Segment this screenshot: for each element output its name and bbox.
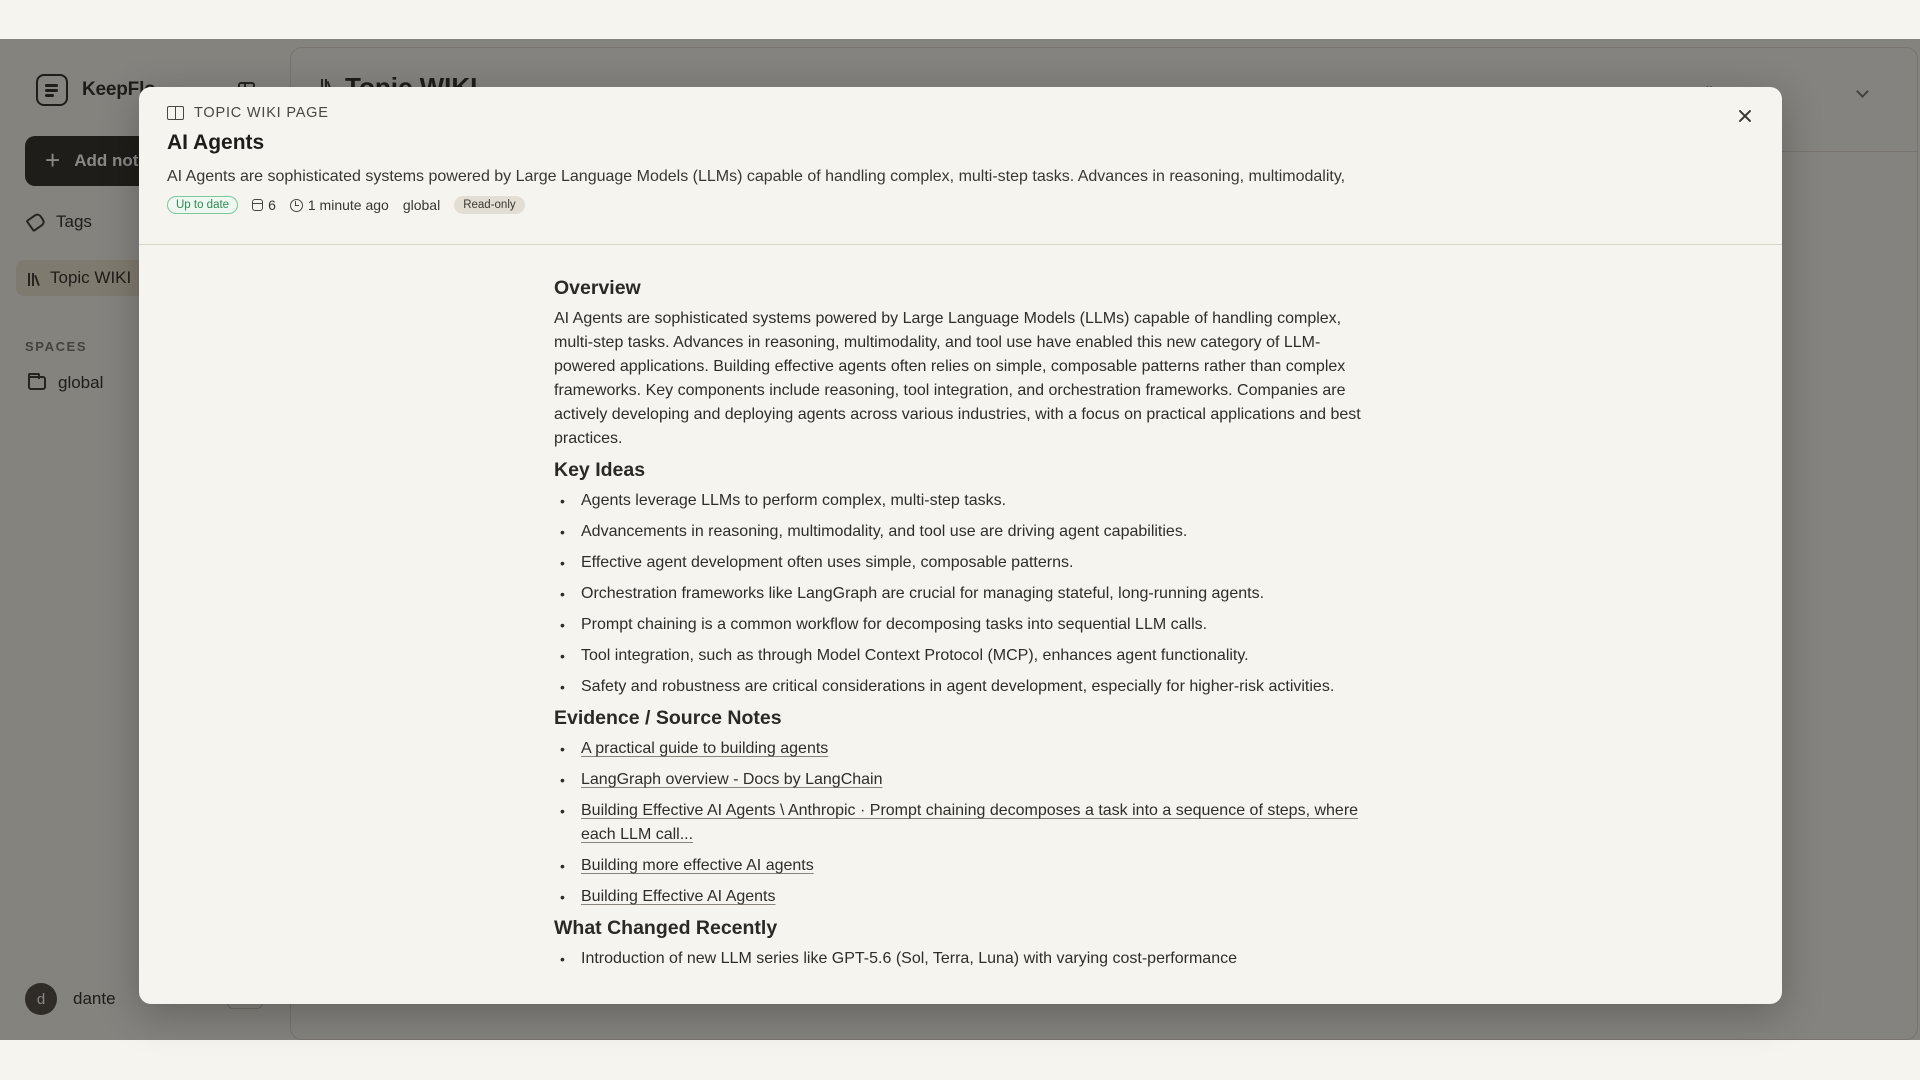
updated-time [290, 197, 389, 213]
evidence-list [554, 737, 1374, 909]
list-item: • Orchestration frameworks like LangGraph are crucial for managing stateful, long-running agents. [554, 582, 1374, 606]
updated-time-value: 1 minute ago [307, 197, 389, 213]
list-item: • Introduction of new LLM series like GPT-5.6 (Sol, Terra, Luna) with varying cost-performance [554, 947, 1374, 971]
clock-icon [290, 199, 303, 212]
list-item: • Advancements in reasoning, multimodality, and tool use are driving agent capabilities. [554, 520, 1374, 544]
modal-summary: AI Agents are sophisticated systems powered by Large Language Models (LLMs) capable of handling complex, multi-step tasks. Advances in reasoning, multimodality, [167, 168, 1346, 185]
section-heading-key-ideas: Key Ideas [554, 459, 646, 481]
source-count [252, 197, 276, 213]
recent-changes-list [554, 947, 1374, 971]
database-icon [252, 199, 263, 211]
key-ideas-list [554, 489, 1374, 699]
space-label: global [402, 197, 441, 213]
modal-title: AI Agents [167, 131, 265, 154]
source-count-value: 6 [268, 197, 276, 213]
source-link[interactable]: Building Effective AI Agents \ Anthropic · Prompt chaining decomposes a task into a sequence of steps, where each LLM call... [581, 802, 1359, 843]
section-heading-overview: Overview [554, 277, 641, 299]
eyebrow-label: TOPIC WIKI PAGE [194, 105, 329, 121]
section-heading-recent: What Changed Recently [554, 917, 778, 939]
list-item: • Safety and robustness are critical considerations in agent development, especially for higher-risk activities. [554, 675, 1374, 699]
list-item [554, 854, 1374, 878]
wiki-content [554, 273, 1374, 979]
source-link[interactable]: Building Effective AI Agents [581, 888, 776, 905]
source-link[interactable]: Building more effective AI agents [581, 857, 814, 874]
read-only-badge: Read-only [454, 196, 524, 214]
topic-wiki-modal [139, 87, 1782, 1004]
list-item: • Effective agent development often uses simple, composable patterns. [554, 551, 1374, 575]
close-button[interactable] [1734, 105, 1756, 127]
section-heading-evidence: Evidence / Source Notes [554, 707, 782, 729]
modal-eyebrow [167, 105, 1754, 121]
list-item: • Prompt chaining is a common workflow for decomposing tasks into sequential LLM calls. [554, 613, 1374, 637]
list-item [554, 799, 1374, 847]
list-item: • Agents leverage LLMs to perform complex, multi-step tasks. [554, 489, 1374, 513]
list-item [554, 768, 1374, 792]
list-item [554, 737, 1374, 761]
source-link[interactable]: LangGraph overview - Docs by LangChain [581, 771, 883, 788]
list-item [554, 885, 1374, 909]
list-item: • Tool integration, such as through Model Context Protocol (MCP), enhances agent functionality. [554, 644, 1374, 668]
status-badge: Up to date [167, 196, 238, 214]
book-open-icon [167, 106, 184, 120]
source-link[interactable]: A practical guide to building agents [581, 740, 829, 757]
modal-header [139, 87, 1782, 245]
meta-row [167, 196, 1754, 214]
overview-text: AI Agents are sophisticated systems powered by Large Language Models (LLMs) capable of handling complex, multi-step tasks. Advances in reasoning, multimodality, and tool use have enabled this new category of LLM-powered applications. Building effective agents often relies on simple, composable patterns rather than complex frameworks. Key components include reasoning, tool integration, and orchestration frameworks. Companies are actively developing and deploying agents across various industries, with a focus on practical applications and best practices. [554, 310, 1361, 447]
